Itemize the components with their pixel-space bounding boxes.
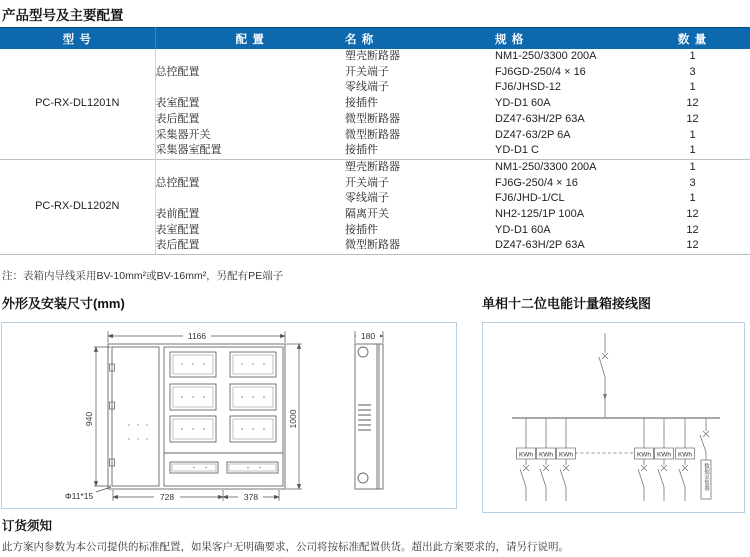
table-note: 注：表箱内导线采用BV-10mm²或BV-16mm²，另配有PE端子 xyxy=(2,270,284,282)
meter-branch xyxy=(517,418,536,501)
spec-cell: NM1-250/3300 200A xyxy=(495,50,597,62)
qty-cell: 1 xyxy=(689,81,696,94)
table-row xyxy=(0,159,750,175)
column-header-3: 规 格 xyxy=(495,28,635,50)
qty-cell: 12 xyxy=(686,223,699,236)
config-cell: 总控配置 xyxy=(155,159,345,207)
vent-slats xyxy=(358,405,371,430)
spec-cell: DZ47-63H/2P 63A xyxy=(495,112,585,125)
name-cell: 塑壳断路器 xyxy=(345,50,400,62)
qty-cell: 12 xyxy=(686,112,699,125)
name-cell: 开关端子 xyxy=(345,65,389,78)
dim-right-width: 378 xyxy=(243,492,259,502)
column-header-0: 型 号 xyxy=(0,28,155,50)
model-cell: PC-RX-DL1202N xyxy=(0,159,155,254)
name-cell: 接插件 xyxy=(345,223,378,236)
config-cell: 表室配置 xyxy=(155,97,200,110)
kwh-meter-label: KWh xyxy=(636,451,652,459)
order-notes-text: 此方案内参数为本公司提供的标准配置，如果客户无明确要求，公司将按标准配置供货。超出此方案要求的，请另行说明。 xyxy=(2,541,569,553)
meter-branch xyxy=(557,418,576,501)
meter-branch xyxy=(537,418,556,501)
spec-cell: YD-D1 60A xyxy=(495,223,551,236)
config-cell: 采集器室配置 xyxy=(155,144,222,157)
name-cell: 微型断路器 xyxy=(345,112,400,125)
column-header-1: 配 置 xyxy=(155,28,345,50)
dim-door-height: 940 xyxy=(84,411,94,427)
model-cell: PC-RX-DL1201N xyxy=(0,49,155,159)
qty-cell: 3 xyxy=(689,65,696,78)
collector-label: 数据采集器 xyxy=(703,463,709,491)
column-header-4: 数 量 xyxy=(635,28,750,50)
outline-section-title: 外形及安装尺寸(mm) xyxy=(2,296,125,311)
config-cell: 表后配置 xyxy=(155,239,200,252)
config-cell: 采集器开关 xyxy=(155,128,211,141)
spec-cell: FJ6G-250/4 × 16 xyxy=(495,176,578,189)
kwh-meter-label: KWh xyxy=(677,451,693,459)
qty-cell: 12 xyxy=(686,97,699,110)
wiring-section-title: 单相十二位电能计量箱接线图 xyxy=(482,296,652,311)
spec-cell: YD-D1 C xyxy=(495,144,540,157)
name-cell: 零线端子 xyxy=(345,192,389,205)
qty-cell: 12 xyxy=(686,239,699,252)
name-cell: 微型断路器 xyxy=(345,128,400,141)
bottom-strips xyxy=(170,462,278,473)
wiring-diagram xyxy=(483,323,742,510)
spec-cell: YD-D1 60A xyxy=(495,97,551,110)
name-cell: 开关端子 xyxy=(345,176,389,189)
spec-cell: FJ6GD-250/4 × 16 xyxy=(495,65,586,78)
order-notes-title: 订货须知 xyxy=(2,519,53,533)
front-view-outline xyxy=(108,344,285,489)
door-outline xyxy=(112,347,159,486)
qty-cell: 1 xyxy=(635,159,750,175)
config-cell: 总控配置 xyxy=(155,65,200,78)
qty-cell: 3 xyxy=(689,176,696,189)
spec-cell: FJ6/JHSD-12 xyxy=(495,81,562,94)
spec-cell: FJ6/JHD-1/CL xyxy=(495,192,565,205)
page-title: 产品型号及主要配置 xyxy=(2,8,124,23)
meter-area-outline xyxy=(164,347,283,486)
spec-cell: NM1-250/3300 200A xyxy=(495,159,635,175)
name-cell: 隔离开关 xyxy=(345,208,389,221)
meter-windows xyxy=(170,352,276,442)
config-cell: 表后配置 xyxy=(155,112,200,125)
name-cell: 塑壳断路器 xyxy=(345,159,495,175)
table-row xyxy=(0,49,750,65)
meter-branch xyxy=(655,418,674,501)
name-cell: 接插件 xyxy=(345,144,378,157)
qty-cell: 1 xyxy=(689,144,696,157)
product-config-table xyxy=(0,27,750,255)
kwh-meter-label: KWh xyxy=(518,451,534,459)
config-cell: 表前配置 xyxy=(155,208,200,221)
qty-cell: 1 xyxy=(689,128,696,141)
qty-cell: 12 xyxy=(686,208,699,221)
config-cell: 表室配置 xyxy=(155,223,200,236)
spec-cell: DZ47-63H/2P 63A xyxy=(495,239,585,252)
kwh-meter-label: KWh xyxy=(558,451,574,459)
qty-cell: 1 xyxy=(689,50,696,62)
dim-left-width: 728 xyxy=(159,492,175,502)
spec-cell: DZ47-63/2P 6A xyxy=(495,128,571,141)
dim-width: 1166 xyxy=(187,331,207,341)
meter-branch xyxy=(635,418,654,501)
spec-cell: NH2-125/1P 100A xyxy=(495,208,585,221)
name-cell: 零线端子 xyxy=(345,81,389,94)
meter-branch xyxy=(676,418,695,501)
table-header-row xyxy=(0,28,750,50)
dim-height: 1000 xyxy=(288,409,298,429)
name-cell: 接插件 xyxy=(345,97,378,110)
outline-drawing-panel xyxy=(1,322,457,509)
dim-hole: Φ11*15 xyxy=(64,491,94,501)
column-header-2: 名 称 xyxy=(345,28,495,50)
outline-drawing xyxy=(2,323,454,506)
kwh-meter-label: KWh xyxy=(656,451,672,459)
kwh-meter-label: KWh xyxy=(538,451,554,459)
wiring-diagram-panel xyxy=(482,322,745,513)
qty-cell: 1 xyxy=(689,192,696,205)
name-cell: 微型断路器 xyxy=(345,239,400,252)
dim-depth: 180 xyxy=(360,331,376,341)
